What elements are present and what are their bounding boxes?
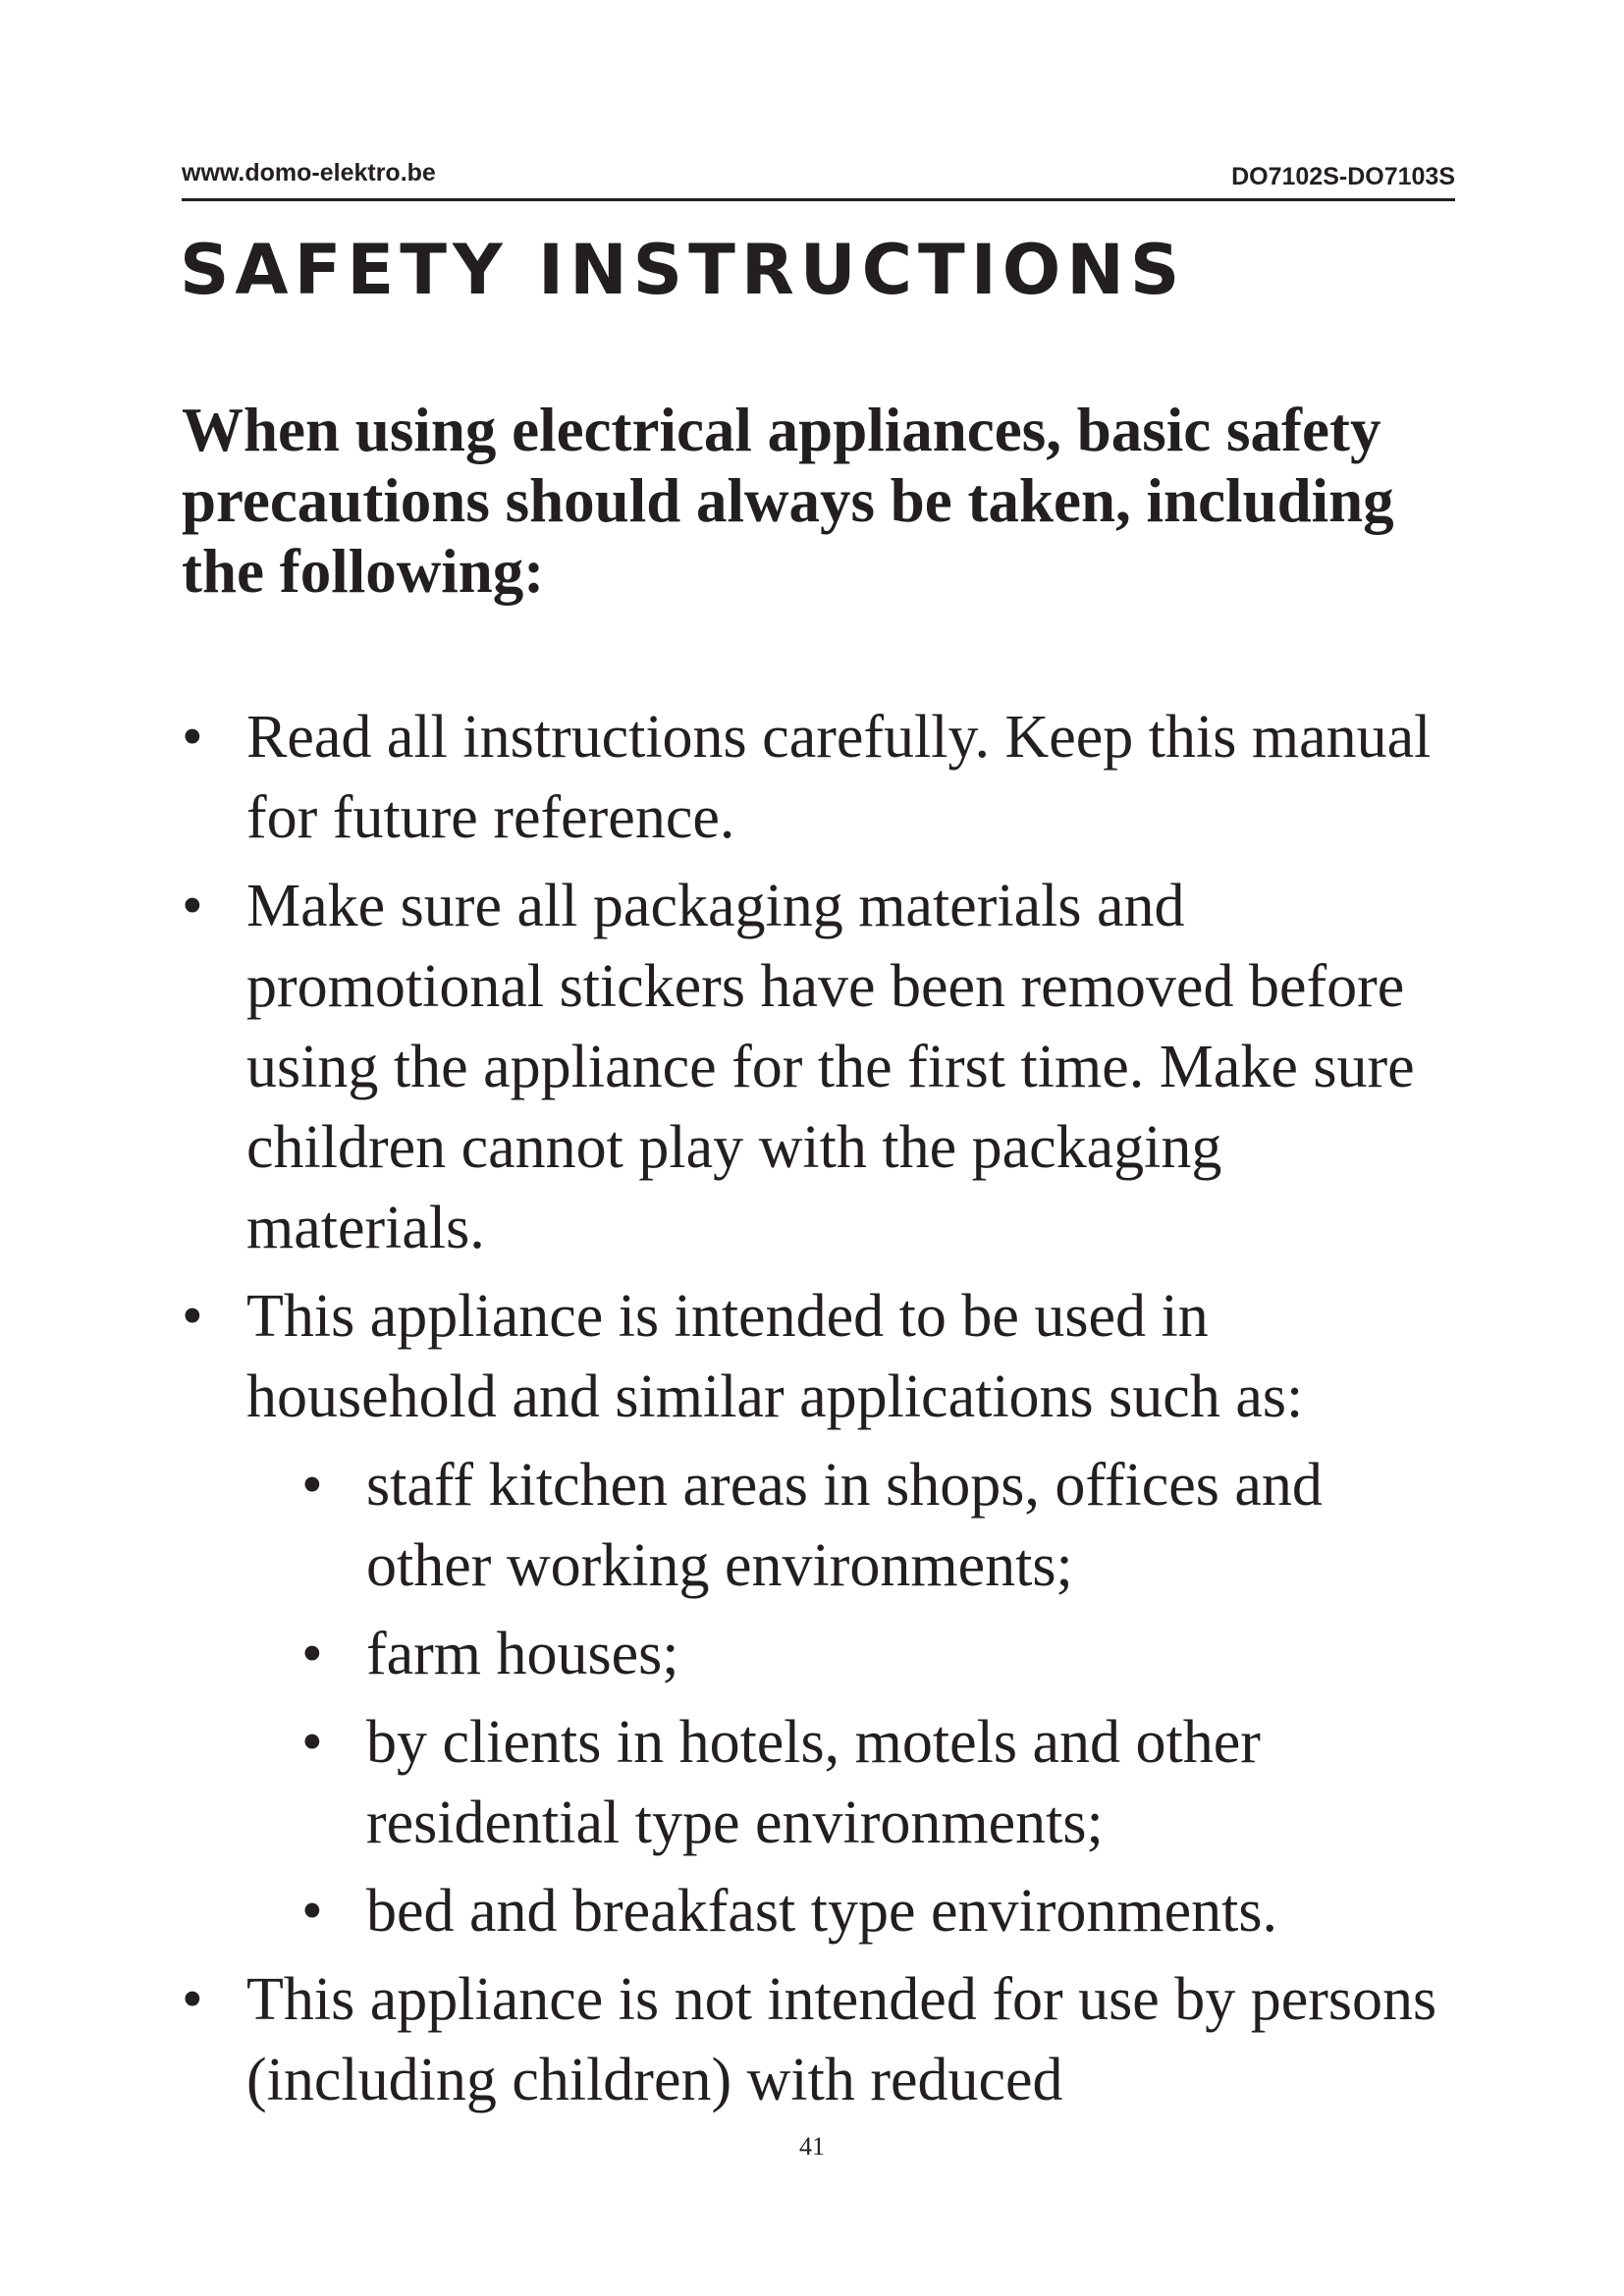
sub-list-item-text: farm houses; <box>366 1621 679 1687</box>
sub-list-item <box>301 1871 1458 1951</box>
list-item <box>182 1276 1458 1437</box>
sub-list-item-text: by clients in hotels, motels and other residential type environments; <box>366 1709 1261 1856</box>
sub-list-item-text: staff kitchen areas in shops, offices and other working environments; <box>366 1452 1323 1599</box>
bullet-icon: • <box>182 704 203 771</box>
bullet-icon: • <box>182 873 203 939</box>
sub-list-item-text: bed and breakfast type environments. <box>366 1878 1277 1945</box>
model-number: DO7102S-DO7103S <box>1231 163 1455 190</box>
bullet-icon: • <box>301 1878 323 1945</box>
list-item-text: This appliance is intended to be used in household and similar applications such as: <box>246 1283 1304 1430</box>
website-url: www.domo-elektro.be <box>182 159 436 187</box>
sub-list-item <box>301 1445 1458 1606</box>
bullet-icon: • <box>182 1966 203 2033</box>
bullet-icon: • <box>301 1621 323 1687</box>
sub-list-container <box>182 1445 1458 1951</box>
page-number: 41 <box>799 2132 825 2161</box>
sub-list-item <box>301 1614 1458 1694</box>
list-item <box>182 866 1458 1268</box>
list-item <box>182 1959 1458 2120</box>
page-header <box>182 149 1455 201</box>
bullet-icon: • <box>301 1709 323 1776</box>
safety-instructions-list <box>182 697 1458 2128</box>
intro-text: When using electrical appliances, basic safety precautions should always be taken, including the following: <box>182 396 1394 606</box>
list-item-text: Make sure all packaging materials and promotional stickers have been removed before using the appliance for the first time. Make sure children cannot play with the packaging materials. <box>246 873 1415 1261</box>
page-title: SAFETY INSTRUCTIONS <box>180 230 1186 310</box>
sub-list-item <box>301 1702 1458 1863</box>
bullet-icon: • <box>301 1452 323 1519</box>
sub-list <box>182 1445 1458 1951</box>
list-item <box>182 697 1458 858</box>
list-item-text: This appliance is not intended for use by persons (including children) with reduced <box>246 1966 1437 2113</box>
list-item-text: Read all instructions carefully. Keep this manual for future reference. <box>246 704 1432 851</box>
bullet-icon: • <box>182 1283 203 1350</box>
